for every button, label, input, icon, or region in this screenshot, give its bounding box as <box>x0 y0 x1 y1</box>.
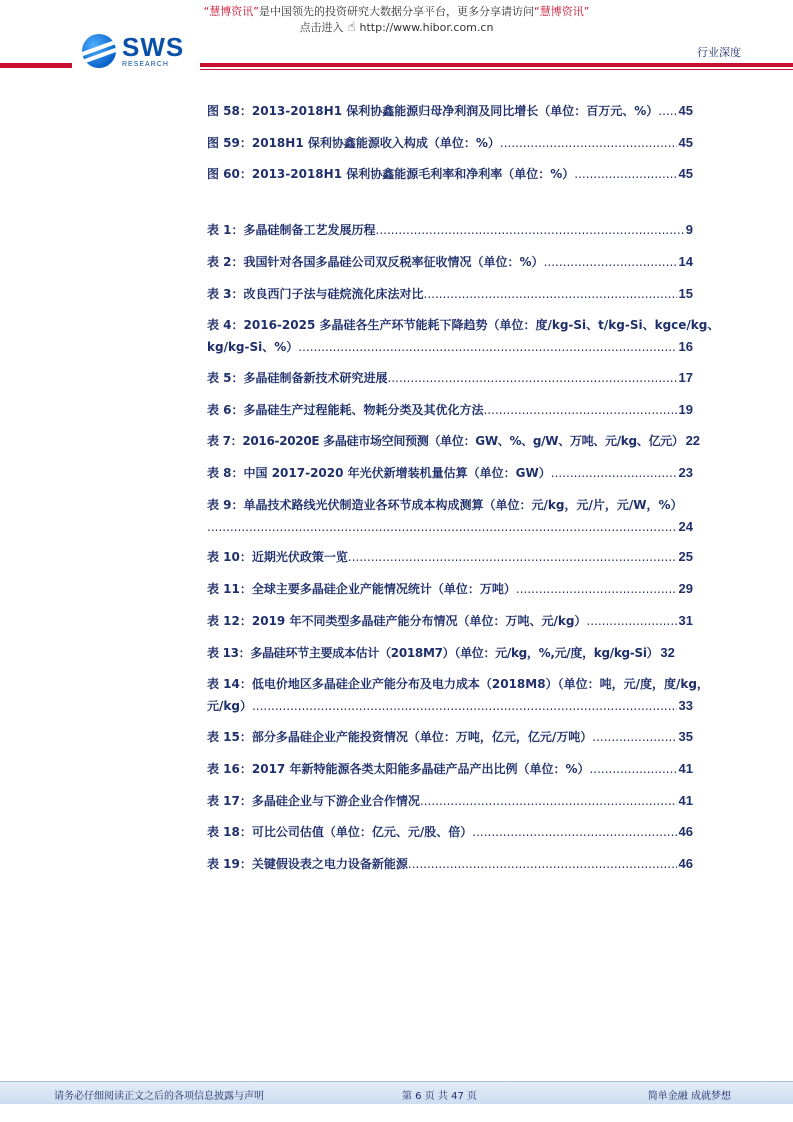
banner-enter-text: 点击进入 <box>299 21 344 34</box>
toc-entry-title: 表 17：多晶硅企业与下游企业合作情况 <box>207 794 420 808</box>
toc-entry-page: 29 <box>678 581 693 596</box>
toc-entry-table-7[interactable] <box>207 433 713 449</box>
page-footer <box>0 1081 793 1104</box>
toc-entry-table-13[interactable] <box>207 645 713 661</box>
toc-entry-title-cont: kg/kg-Si、%） <box>207 340 299 354</box>
toc-entry-table-12[interactable] <box>207 613 693 629</box>
footer-page-number: 第 6 页 共 47 页 <box>402 1091 477 1102</box>
toc-entry-figure-58[interactable] <box>207 103 693 119</box>
toc-entry-table-14[interactable] <box>207 676 709 714</box>
toc-entry-table-11[interactable] <box>207 581 693 597</box>
toc-entry-figure-59[interactable] <box>207 135 693 151</box>
toc-entry-title: 表 18：可比公司估值（单位：亿元、元/股、倍） <box>207 825 473 839</box>
toc-entry-page: 32 <box>660 645 675 660</box>
toc-entry-table-3[interactable] <box>207 286 693 302</box>
toc-entry-page: 45 <box>678 103 693 118</box>
toc-entry-title: 图 59：2018H1 保利协鑫能源收入构成（单位：%） <box>207 136 500 150</box>
toc-entry-page: 41 <box>678 761 693 776</box>
toc-entry-title: 表 8：中国 2017-2020 年光伏新增装机量估算（单位：GW） <box>207 466 551 480</box>
footer-disclaimer: 请务必仔细阅读正文之后的各项信息披露与声明 <box>54 1091 264 1102</box>
banner-link[interactable]: http://www.hibor.com.cn <box>359 21 494 34</box>
toc-entry-title: 表 6：多晶硅生产过程能耗、物耗分类及其优化方法 <box>207 403 484 417</box>
toc-entry-table-2[interactable] <box>207 254 693 270</box>
toc-entry-page: 33 <box>678 698 693 713</box>
header-category-tag: 行业深度 <box>697 46 741 59</box>
toc-entry-title: 表 4：2016-2025 多晶硅各生产环节能耗下降趋势（单位：度/kg-Si、t/kg-Si、kgce/kg、 <box>207 318 720 332</box>
banner-brand-1: “慧博资讯” <box>203 5 259 18</box>
footer-slogan: 简单金融 成就梦想 <box>647 1091 731 1102</box>
toc-entry-page: 41 <box>678 793 693 808</box>
toc-entry-page: 16 <box>678 339 693 354</box>
toc-entry-table-1[interactable] <box>207 222 693 238</box>
toc-entry-page: 23 <box>678 465 693 480</box>
banner-brand-2: “慧博资讯” <box>534 5 590 18</box>
toc-entry-page: 9 <box>685 222 693 237</box>
toc-entry-title: 表 19：关键假设表之电力设备新能源 <box>207 857 408 871</box>
toc-entry-title: 表 5：多晶硅制备新技术研究进展 <box>207 371 388 385</box>
toc-entry-title: 表 12：2019 年不同类型多晶硅产能分布情况（单位：万吨、元/kg） <box>207 614 587 628</box>
pointer-hand-icon: ☝ <box>347 20 356 35</box>
toc-entry-title: 表 15：部分多晶硅企业产能投资情况（单位：万吨，亿元，亿元/万吨） <box>207 730 593 744</box>
toc-entry-page: 19 <box>678 402 693 417</box>
logo-sub-text: RESEARCH <box>122 61 169 68</box>
toc-entry-title: 表 11：全球主要多晶硅企业产能情况统计（单位：万吨） <box>207 582 516 596</box>
header-rule-right <box>200 63 793 67</box>
toc-entry-title: 表 16：2017 年新特能源各类太阳能多晶硅产品产出比例（单位：%） <box>207 762 590 776</box>
toc-entry-table-4[interactable] <box>207 317 720 355</box>
toc-entry-page: 25 <box>678 549 693 564</box>
logo-main-text: SWS <box>122 32 185 62</box>
banner-line-1 <box>0 4 793 20</box>
toc-entry-table-5[interactable] <box>207 370 693 386</box>
toc-entry-page: 22 <box>685 433 701 448</box>
toc-entry-page: 24 <box>678 519 693 534</box>
toc-entry-page: 45 <box>678 135 693 150</box>
toc-entry-table-17[interactable] <box>207 793 693 809</box>
header-rule-left <box>0 63 72 68</box>
banner-text: 是中国领先的投资研究大数据分享平台，更多分享请访问 <box>259 5 534 18</box>
toc-entry-page: 46 <box>678 824 693 839</box>
sws-logo <box>82 34 184 68</box>
toc-entry-title: 表 13：多晶硅环节主要成本估计（2018M7）（单位：元/kg，%,元/度，kg/kg-Si） <box>207 646 659 660</box>
toc-entry-table-6[interactable] <box>207 402 693 418</box>
toc-entry-page: 14 <box>678 254 693 269</box>
toc-entry-table-18[interactable] <box>207 824 693 840</box>
toc-entry-title: 表 10：近期光伏政策一览 <box>207 550 348 564</box>
toc-entry-title: 表 9：单晶技术路线光伏制造业各环节成本构成测算（单位：元/kg，元/片，元/W，%） <box>207 498 683 512</box>
sws-logo-icon <box>82 34 116 68</box>
toc-entry-page: 31 <box>678 613 693 628</box>
toc-entry-title: 表 7：2016-2020E 多晶硅市场空间预测（单位：GW、%、g/W、万吨、元/kg、亿元） <box>207 434 684 448</box>
toc-entry-page: 15 <box>678 286 693 301</box>
toc-entry-title: 表 3：改良西门子法与硅烷流化床法对比 <box>207 287 424 301</box>
toc-entry-table-8[interactable] <box>207 465 693 481</box>
toc-entry-figure-60[interactable] <box>207 166 693 182</box>
toc-entry-title: 图 58：2013-2018H1 保利协鑫能源归母净利润及同比增长（单位：百万元、%） <box>207 104 659 118</box>
toc-entry-table-10[interactable] <box>207 549 693 565</box>
toc-entry-page: 45 <box>678 166 693 181</box>
toc-entry-page: 35 <box>678 729 693 744</box>
toc-entry-title: 表 14：低电价地区多晶硅企业产能分布及电力成本（2018M8）（单位：吨，元/度，度/kg， <box>207 677 709 691</box>
toc-entry-title: 图 60：2013-2018H1 保利协鑫能源毛利率和净利率（单位：%） <box>207 167 575 181</box>
toc-entry-page: 46 <box>678 856 693 871</box>
toc-entry-table-16[interactable] <box>207 761 693 777</box>
toc-entry-title-cont: 元/kg） <box>207 699 252 713</box>
toc-entry-table-15[interactable] <box>207 729 693 745</box>
toc-entry-title: 表 1：多晶硅制备工艺发展历程 <box>207 223 376 237</box>
top-banner <box>0 4 793 36</box>
toc-entry-table-19[interactable] <box>207 856 693 872</box>
toc-entry-title: 表 2：我国针对各国多晶硅公司双反税率征收情况（单位：%） <box>207 255 544 269</box>
toc-entry-page: 17 <box>678 370 693 385</box>
header-rule-thin <box>200 69 793 70</box>
toc-entry-table-9[interactable] <box>207 497 693 535</box>
